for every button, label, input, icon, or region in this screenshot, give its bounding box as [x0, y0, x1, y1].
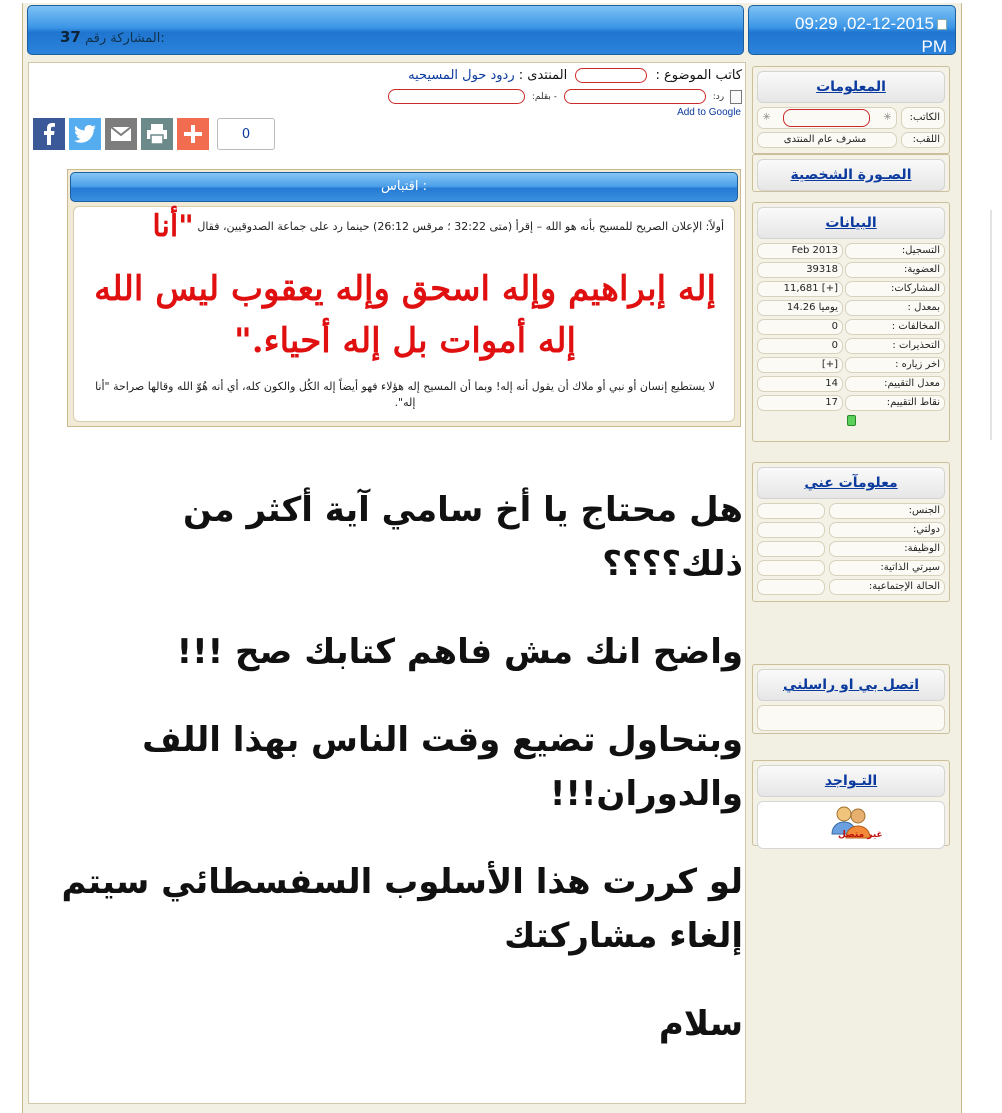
- post-number-value: 37: [60, 28, 81, 46]
- info-box: [752, 66, 950, 154]
- more-share-button[interactable]: [177, 118, 209, 150]
- author-label: كاتب الموضوع :: [655, 68, 742, 83]
- writer-label: الكاتب:: [901, 107, 945, 129]
- about-title[interactable]: معلومآت عني: [757, 467, 945, 499]
- post-date: [757, 12, 947, 58]
- about-row: [757, 560, 945, 576]
- data-row: [757, 243, 945, 259]
- forum-link[interactable]: ردود حول المسيحيه: [408, 68, 515, 83]
- post-header-bar: [27, 5, 744, 55]
- about-row: [757, 541, 945, 557]
- photo-title[interactable]: الصـورة الشخصية: [757, 159, 945, 191]
- writer-value[interactable]: [757, 107, 897, 129]
- post-date-bar: [748, 5, 956, 55]
- data-value: Feb 2013: [757, 243, 843, 259]
- post-body: [28, 62, 746, 1104]
- reply-meta: [384, 89, 742, 104]
- data-row: [757, 395, 945, 411]
- plus-icon: [184, 125, 202, 143]
- reply-paragraph: وبتحاول تضيع وقت الناس بهذا اللف والدوران!!!: [142, 720, 743, 814]
- data-label: المخالفات :: [845, 319, 945, 335]
- about-row: [757, 579, 945, 595]
- about-label: دولتي:: [829, 522, 945, 538]
- post-date-line1: 09:29 ,02-12-2015: [795, 14, 934, 33]
- sparkle-icon: ✳: [883, 112, 892, 123]
- email-icon: [110, 126, 132, 142]
- about-value: [757, 560, 825, 576]
- quote-line-1: [84, 209, 724, 244]
- posts-count-link[interactable]: 11,681 [+]: [757, 281, 843, 297]
- about-value: [757, 522, 825, 538]
- info-title[interactable]: المعلومات: [757, 71, 945, 103]
- about-label: الوظيفة:: [829, 541, 945, 557]
- data-label: المشاركات:: [845, 281, 945, 297]
- about-label: الجنس:: [829, 503, 945, 519]
- title-row: [757, 132, 945, 148]
- about-row: [757, 522, 945, 538]
- forum-label: المنتدى :: [518, 68, 568, 83]
- post-meta: [408, 68, 742, 83]
- about-value: [757, 503, 825, 519]
- last-visit-link[interactable]: [+]: [757, 357, 843, 373]
- data-row: [757, 300, 945, 316]
- share-count: 0: [217, 118, 275, 150]
- quote-block: [67, 169, 741, 427]
- reply-title-redacted[interactable]: [564, 89, 706, 104]
- offline-status: [757, 801, 945, 849]
- data-label: اخر زياره :: [845, 357, 945, 373]
- add-to-google-link[interactable]: Add to Google: [677, 107, 741, 118]
- quote-ana: "أنا: [152, 209, 194, 244]
- print-button[interactable]: [141, 118, 173, 150]
- presence-title[interactable]: التـواجد: [757, 765, 945, 797]
- status-light-icon: [847, 415, 856, 426]
- print-icon: [146, 124, 168, 144]
- by-label: - بقلم:: [531, 92, 557, 102]
- quote-red-text: إله إبراهيم وإله اسحق وإله يعقوب ليس الله إله أموات بل إله أحياء.": [94, 269, 716, 361]
- data-row: [757, 281, 945, 297]
- by-author-redacted[interactable]: [388, 89, 525, 104]
- post-number-label: المشاركة رقم:: [85, 31, 165, 46]
- about-value: [757, 579, 825, 595]
- quote-body: [73, 206, 735, 422]
- data-label: العضوية:: [845, 262, 945, 278]
- data-row: [757, 262, 945, 278]
- data-value: 0: [757, 338, 843, 354]
- data-value: 14.26 يوميا: [757, 300, 843, 316]
- title-label: اللقب:: [901, 132, 945, 148]
- data-label: نقاط التقييم:: [845, 395, 945, 411]
- data-row: [757, 338, 945, 354]
- data-label: بمعدل :: [845, 300, 945, 316]
- about-box: [752, 462, 950, 602]
- data-value: 39318: [757, 262, 843, 278]
- quote-title: اقتباس :: [70, 172, 738, 202]
- quote-line-3: لا يستطيع إنسان أو نبي أو ملاك أن يقول أنه إله! وبما أن المسيح إله هؤلاء فهو أيضاً إله الكُل والكون كله، أي أنه هُوّ الله وقالها صراحة "أنا إله".: [95, 380, 715, 409]
- contact-title[interactable]: اتصل بي او راسلني: [757, 669, 945, 701]
- reply-icon: [730, 90, 742, 104]
- about-label: سيرتي الذاتية:: [829, 560, 945, 576]
- reply-text: [53, 483, 743, 1085]
- user-sidebar: [752, 66, 950, 846]
- reply-paragraph: لو كررت هذا الأسلوب السفسطائي سيتم إلغاء مشاركتك: [61, 862, 743, 956]
- author-redacted: [575, 68, 647, 83]
- reply-label: رد:: [712, 92, 725, 102]
- data-title[interactable]: البيانات: [757, 207, 945, 239]
- reply-paragraph: واضح انك مش فاهم كتابك صح !!!: [176, 632, 743, 672]
- twitter-share-button[interactable]: [69, 118, 101, 150]
- data-label: معدل التقييم:: [845, 376, 945, 392]
- data-row: [757, 357, 945, 373]
- about-value: [757, 541, 825, 557]
- email-share-button[interactable]: [105, 118, 137, 150]
- scrollbar-edge[interactable]: [990, 210, 992, 440]
- data-value: 14: [757, 376, 843, 392]
- post-number[interactable]: [60, 28, 165, 46]
- facebook-icon: [41, 123, 57, 145]
- share-toolbar: [33, 117, 275, 151]
- facebook-share-button[interactable]: [33, 118, 65, 150]
- document-icon: [937, 19, 947, 30]
- data-box: [752, 202, 950, 442]
- writer-row: [757, 107, 945, 129]
- presence-box: [752, 760, 950, 846]
- quote-line-1-text: أولاً: الإعلان الصريح للمسيح بأنه هو الله – إقرأ (متى 32:22 ؛ مرقس 26:12) حينما رد على جماعة الصدوقيين، فقال: [197, 220, 724, 233]
- twitter-icon: [74, 125, 96, 143]
- offline-label: غير متصل: [838, 830, 883, 840]
- contact-area: [757, 705, 945, 731]
- reply-paragraph: هل محتاج يا أخ سامي آية أكثر من ذلك؟؟؟؟: [183, 490, 743, 584]
- title-value: مشرف عام المنتدى: [757, 132, 897, 148]
- about-label: الحالة الإجتماعية:: [829, 579, 945, 595]
- data-label: التسجيل:: [845, 243, 945, 259]
- data-row: [757, 319, 945, 335]
- sparkle-icon: ✳: [762, 112, 771, 123]
- data-value: 17: [757, 395, 843, 411]
- data-row: [757, 376, 945, 392]
- writer-redacted: [783, 109, 870, 127]
- photo-box: [752, 154, 950, 192]
- post-date-line2: PM: [921, 37, 947, 56]
- about-row: [757, 503, 945, 519]
- reply-paragraph: سلام: [658, 1004, 743, 1044]
- data-value: 0: [757, 319, 843, 335]
- data-label: التحذيرات :: [845, 338, 945, 354]
- contact-box: [752, 664, 950, 734]
